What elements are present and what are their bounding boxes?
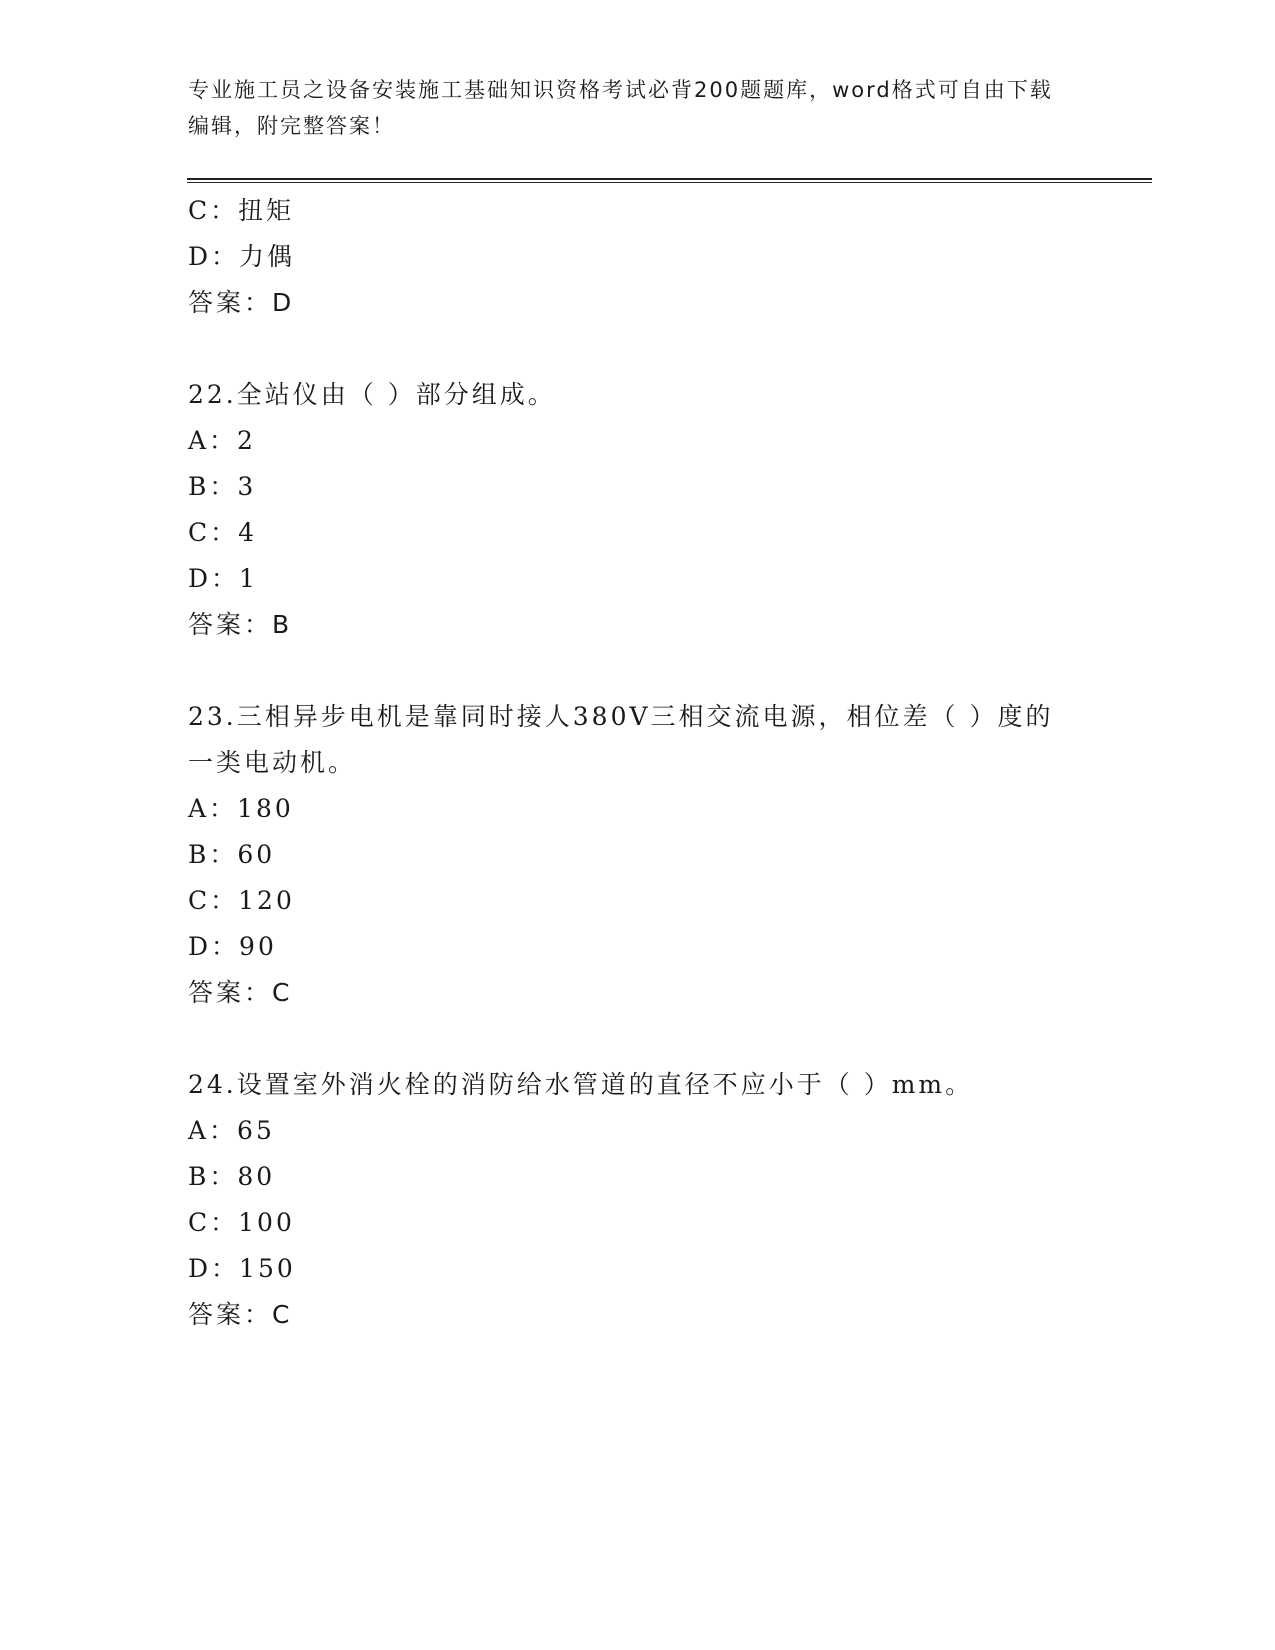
option-b: B：3 bbox=[188, 472, 257, 501]
option-c: C：120 bbox=[188, 886, 295, 915]
header-rule-thick bbox=[187, 178, 1152, 180]
option-a: A：65 bbox=[188, 1116, 275, 1145]
document-header: 专业施工员之设备安装施工基础知识资格考试必背200题题库，word格式可自由下载编辑，附完整答案！ bbox=[188, 78, 1053, 138]
question-23 bbox=[188, 694, 1088, 1016]
answer-line: 答案：B bbox=[188, 610, 293, 639]
question-24 bbox=[188, 1062, 1088, 1338]
answer-line: 答案：C bbox=[188, 1300, 293, 1329]
option-a: A：180 bbox=[188, 794, 294, 823]
header-rule-thin bbox=[187, 182, 1152, 183]
option-d: D：90 bbox=[188, 932, 277, 961]
option-c: C：扭矩 bbox=[188, 196, 295, 225]
option-c: C：4 bbox=[188, 518, 258, 547]
answer-line: 答案：C bbox=[188, 978, 293, 1007]
option-b: B：60 bbox=[188, 840, 276, 869]
option-d: D：1 bbox=[188, 564, 258, 593]
option-d: D：力偶 bbox=[188, 242, 296, 271]
option-b: B：80 bbox=[188, 1162, 276, 1191]
option-d: D：150 bbox=[188, 1254, 296, 1283]
question-text: 23.三相异步电机是靠同时接人380V三相交流电源，相位差（ ）度的一类电动机。 bbox=[188, 702, 1054, 777]
question-list bbox=[188, 188, 1088, 1338]
question-22 bbox=[188, 372, 1088, 648]
answer-line: 答案：D bbox=[188, 288, 295, 317]
option-c: C：100 bbox=[188, 1208, 295, 1237]
question-text: 22.全站仪由（ ）部分组成。 bbox=[188, 380, 556, 409]
option-a: A：2 bbox=[188, 426, 256, 455]
question-text: 24.设置室外消火栓的消防给水管道的直径不应小于（ ）mm。 bbox=[188, 1070, 974, 1099]
previous-question-tail bbox=[188, 188, 1088, 326]
